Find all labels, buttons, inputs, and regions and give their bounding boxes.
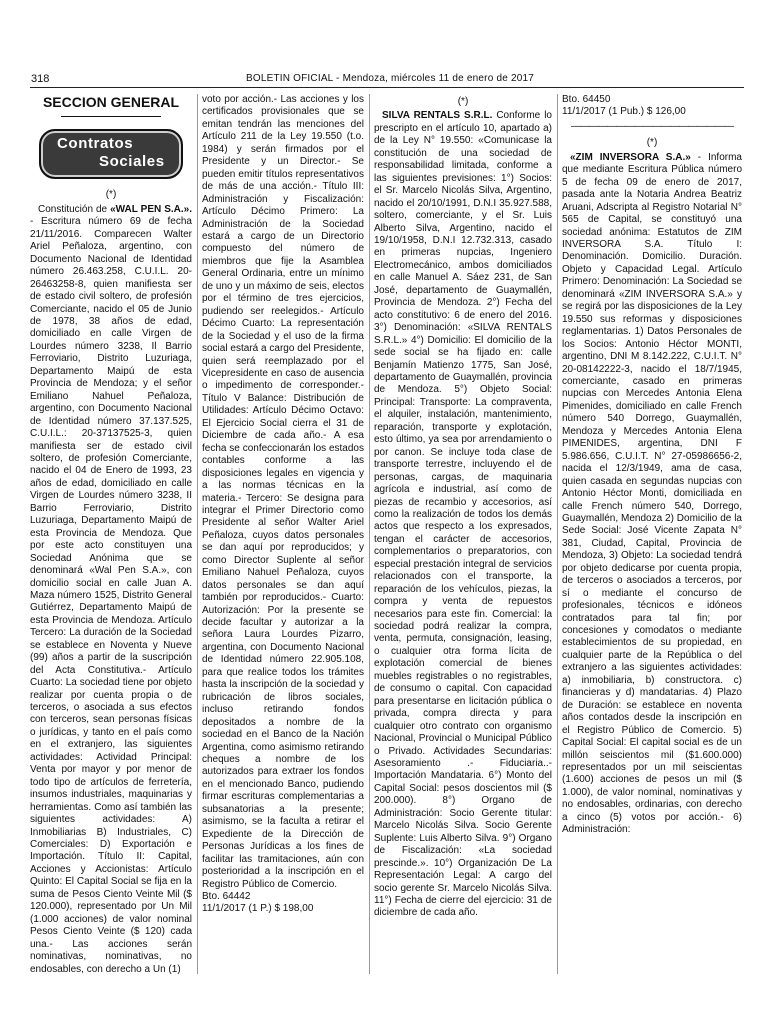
column-2 <box>202 94 364 982</box>
zim-article-body <box>562 152 742 837</box>
silva-name: SILVA RENTALS S.R.L. <box>382 110 493 122</box>
silva-text: Conforme lo prescripto en el artículo 10, apartado a) de la Ley N° 19.550: «Comunicase la constitución de una sociedad de responsabilidad limitada, conforme a las siguientes previsiones: 1°) Socios: el Sr. Marcelo Nicolás Silva, Argentino, nacido el 20/10/1991, D.N.I 35.927.588, soltero, comerciante, y el Sr. Luis Alberto Silva, Argentino, nacido el 19/10/1958, D.N.I 12.732.313, casado en primeras nupcias, Ingeniero Electromecánico, ambos domiciliados en calle Manuel A. Sáez 231, de San José, departamento de Guaymallén, Provincia de Mendoza. 2°) Fecha del acto constitutivo: 6 de enero del 2016. 3°) Denominación: «SILVA RENTALS S.R.L.» 4°) Domicilio: El domicilio de la sede social se ha fijado en: calle Benjamín Matienzo 1775, San José, departamento de Guaymallén, provincia de Mendoza. 5°) Objeto Social: Principal: Transporte: La compraventa, el alquiler, instalación, mantenimiento, reparación, transporte y explotación, esto último, ya sea por arrendamiento o por canon. Se incluye toda clase de transporte terrestre, incluyendo el de personas, cargas, de maquinaria agrícola e industrial, así como de piezas de recambio y accesorios, así como la realización de todos los demás actos que respecto a los expresados, tengan el carácter de accesorios, complementarios o preparatorios, con especial prestación integral de servicios relacionados con el transporte, la reparación de los vehículos, piezas, la compra y venta de repuestos necesarios para este fin. Comercial: la sociedad podrá realizar la compra, venta, permuta, consignación, leasing, o cualquier otra forma lícita de explotación comercial de bienes muebles registrables o no registrables, de consumo o capital. Con capacidad para presentarse en licitación pública o privada, compra directa y para cualquier otro contrato con organismo Nacional, Provincial o Municipal Público o Privado. Actividades Secundarias: Asesoramiento .- Fiduciaria..- Importación Mandataria. 6°) Monto del Capital Social: pesos doscientos mil ($ 200.000). 8°) Organo de Administración: Socio Gerente titular: Marcelo Nicolás Silva. Socio Gerente Suplente: Luis Alberto Silva. 9°) Organo de Fiscalización: «La sociedad prescinde.». 10°) Organización De La Representación Legal: A cargo del socio gerente Sr. Marcelo Nicolás Silva. 11°) Fecha de cierre del ejercicio: 31 de diciembre de cada año. <box>374 110 552 919</box>
section-title-rule <box>61 116 161 117</box>
column-divider <box>557 94 558 974</box>
contratos-sociales-badge <box>39 129 183 179</box>
article-marker: (*) <box>646 137 658 149</box>
article-marker: (*) <box>457 96 469 107</box>
header-rule <box>30 87 744 88</box>
column-3 <box>374 94 552 982</box>
running-title: BOLETIN OFICIAL - Mendoza, miércoles 11 de enero de 2017 <box>245 73 534 84</box>
wal-pen-text: - Escritura número 69 de fecha 21/11/2016. Comparecen Walter Ariel Peñaloza, argentino, con Documento Nacional de Identidad número 26.463.258, C.U.I.L. 20-26463258-8, quien manifiesta ser de estado civil soltero, de profesión Comerciante, nacido el 05 de Junio de 1978, 38 años de edad, domiciliado en calle Virgen de Lourdes número 3238, Il Barrio Ferroviario, Distrito Luzuriaga, Departamento Maipú de esta Provincia de Mendoza; y el señor Emiliano Nahuel Peñaloza, argentino, con Documento Nacional de Identidad número 37.137.525, C.U.I.L.: 20-37137525-3, quien manifiesta ser de estado civil soltero, de profesión Comerciante, nacido el 04 de Enero de 1993, 23 años de edad, domiciliado en calle Virgen de Lourdes número 3238, II Barrio Ferroviario, Distrito Luzuriaga, Departamento Maipú de esta Provincia de Mendoza. Que por este acto constituyen una Sociedad Anónima que se denominará «Wal Pen S.A.», con domicilio social en calle Juan A. Maza número 1525, Distrito General Gutiérrez, Departamento Maipú de esta Provincia de Mendoza. Artículo Tercero: La duración de la Sociedad se establece en Noventa y Nueve (99) años a partir de la suscripción del Acta Constitutiva.- Artículo Cuarto: La sociedad tiene por objeto realizar por cuenta propia o de terceros, o asociada a sus efectos con terceros, sean personas físicas o jurídicas, y tanto en el país como en el extranjero, las siguientes actividades: Actividad Principal: Venta por mayor y por menor de todo tipo de artículos de ferretería, insumos industriales, maquinarias y herramientas. Como así también las siguientes actividades: A) Inmobiliarias B) Industriales, C) Comerciales: D) Exportación e Importación. Título II: Capital, Acciones y Accionistas: Artículo Quinto: El Capital Social se fija en la suma de Pesos Ciento Veinte Mil ($ 120.000), representado por Un Mil (1.000 acciones) de valor nominal Pesos Ciento Veinte ($ 120) cada una.- Las acciones serán nominativas, nominativas, no endosables, con derecho a Un (1) <box>30 216 192 975</box>
zim-name: «ZIM INVERSORA S.A.» <box>570 151 691 163</box>
article-separator: —————————————————— <box>571 120 733 132</box>
section-title: SECCION GENERAL <box>42 94 180 110</box>
silva-publication: 11/1/2017 (1 Pub.) $ 126,00 <box>562 106 686 118</box>
wal-pen-publication: 11/1/2017 (1 P.) $ 198,00 <box>202 903 314 915</box>
column-divider <box>197 94 198 974</box>
page-number: 318 <box>31 73 50 85</box>
silva-boleta: Bto. 64450 <box>562 94 611 105</box>
wal-pen-article-continued: voto por acción.- Las acciones y los certificados provisionales que se emitan tendrán las menciones del Artículo 211 de la Ley 19.550 (t.o. 1984) y serán firmados por el Presidente y un Director.- Se pueden emitir títulos representativos de más de una acción.- Título III: Administración y Fiscalización: Artículo Décimo Primero: La Administración de la Sociedad estará a cargo de un Directorio compuesto del número de miembros que fije la Asamblea General Ordinaria, entre un mínimo de uno y un máximo de seis, electos por el término de tres ejercicios, pudiendo ser reelegidos.- Artículo Décimo Cuarto: La representación de la Sociedad y el uso de la firma social estará a cargo del Presidente, quien será reemplazado por el Vicepresidente en caso de ausencia o impedimento de corresponder.- Título V Balance: Distribución de Utilidades: Artículo Décimo Octavo: El Ejercicio Social cierra el 31 de Diciembre de cada año.- A esa fecha se confeccionarán los estados contables conforme a las disposiciones legales en vigencia y a las normas técnicas en la materia.- Tercero: Se designa para integrar el Primer Directorio como Presidente al señor Walter Ariel Peñaloza, cuyos datos personales se dan aquí por reproducidos; y como Director Suplente al señor Emiliano Nahuel Peñaloza, cuyos datos personales se dan aquí también por reproducidos.- Cuarto: Autorización: Por la presente se decide facultar y autorizar a la señora Laura Lourdes Pizarro, argentina, con Documento Nacional de Identidad número 22.905.108, para que realice todos los trámites hasta la inscripción de la sociedad y rubricación de libros sociales, incluso retirando fondos depositados a nombre de la sociedad en el Banco de la Nación Argentina, como asimismo retirando cheques a nombre de los autorizados para extraer los fondos en el mencionado Banco, pudiendo firmar escrituras complementarias a subsanatorias a la presente; asimismo, se la faculta a retirar el Expediente de la Dirección de Personas Jurídicas a los fines de facilitar las tramitaciones, aún con posterioridad a la inscripción en el Registro Público de Comercio. <box>202 94 364 890</box>
silva-article-body <box>374 110 552 919</box>
badge-line-1: Contratos <box>57 135 134 153</box>
wal-pen-intro: Constitución de <box>38 203 111 215</box>
article-marker: (*) <box>105 189 117 201</box>
column-divider <box>369 94 370 974</box>
zim-text: - Informa que mediante Escritura Pública número 5 de fecha 09 de enero de 2017, pasada ante la Notaria Andrea Beatriz Aruani, Adscripta al Registro Notarial N° 565 de Capital, se constituyó una sociedad anónima: Estatutos de ZIM INVERSORA S.A. Título I: Denominación. Domicilio. Duración. Objeto y Capacidad Legal. Artículo Primero: Denominación: La Sociedad se denominará «ZIM INVERSORA S.A.» y se regirá por las disposiciones de la Ley 19.550 sus reformas y disposiciones reglamentarias. 1) Datos Personales de los Socios: Antonio Héctor MONTI, argentino, DNI M 8.142.222, C.U.I.T. N° 20-08142222-3, nacido el 18/7/1945, comerciante, casado en primeras nupcias con Mercedes Antonia Elena Pimenides, domiciliado en calle French número 540 Dorrego, Guaymallén, Mendoza y Mercedes Antonia Elena PIMENIDES, argentina, DNI F 5.986.656, C.U.I.T. N° 27-05986656-2, nacida el 12/3/1949, ama de casa, quien casada en segundas nupcias con Antonio Héctor Monti, domiciliada en calle French número 540, Dorrego, Guaymallén, Mendoza 2) Domicilio de la Sede Social: José Vicente Zapata N° 381, Ciudad, Capital, Provincia de Mendoza, 3) Objeto: La sociedad tendrá por objeto dedicarse por cuenta propia, de terceros o asociados a terceros, por sí o mediante el concurso de profesionales, técnicos e idóneos contratados para tal fin; por concesiones y comodatos o mediante establecimientos de su propiedad, en cualquier parte de la República o del extranjero a las siguientes actividades: a) inmobiliaria, b) constructora. c) financieras y d) mandatarias. 4) Plazo de Duración: se establece en noventa años contados desde la inscripción en el Registro Público de Comercio. 5) Capital Social: El capital social es de un millón seiscientos mil ($1.600.000) representados por un mil seiscientas (1.600) acciones de pesos un mil ($ 1.000), de valor nominal, nominativas y no endosables, ordinarias, con derecho a cinco (5) votos por acción.- 6) Administración: <box>562 151 742 836</box>
badge-line-2: Sociales <box>99 153 165 171</box>
column-4 <box>562 94 742 982</box>
wal-pen-boleta: Bto. 64442 <box>202 891 251 902</box>
wal-pen-article-body <box>30 204 192 976</box>
column-1 <box>30 94 192 982</box>
wal-pen-name: «WAL PEN S.A.». <box>110 203 192 215</box>
